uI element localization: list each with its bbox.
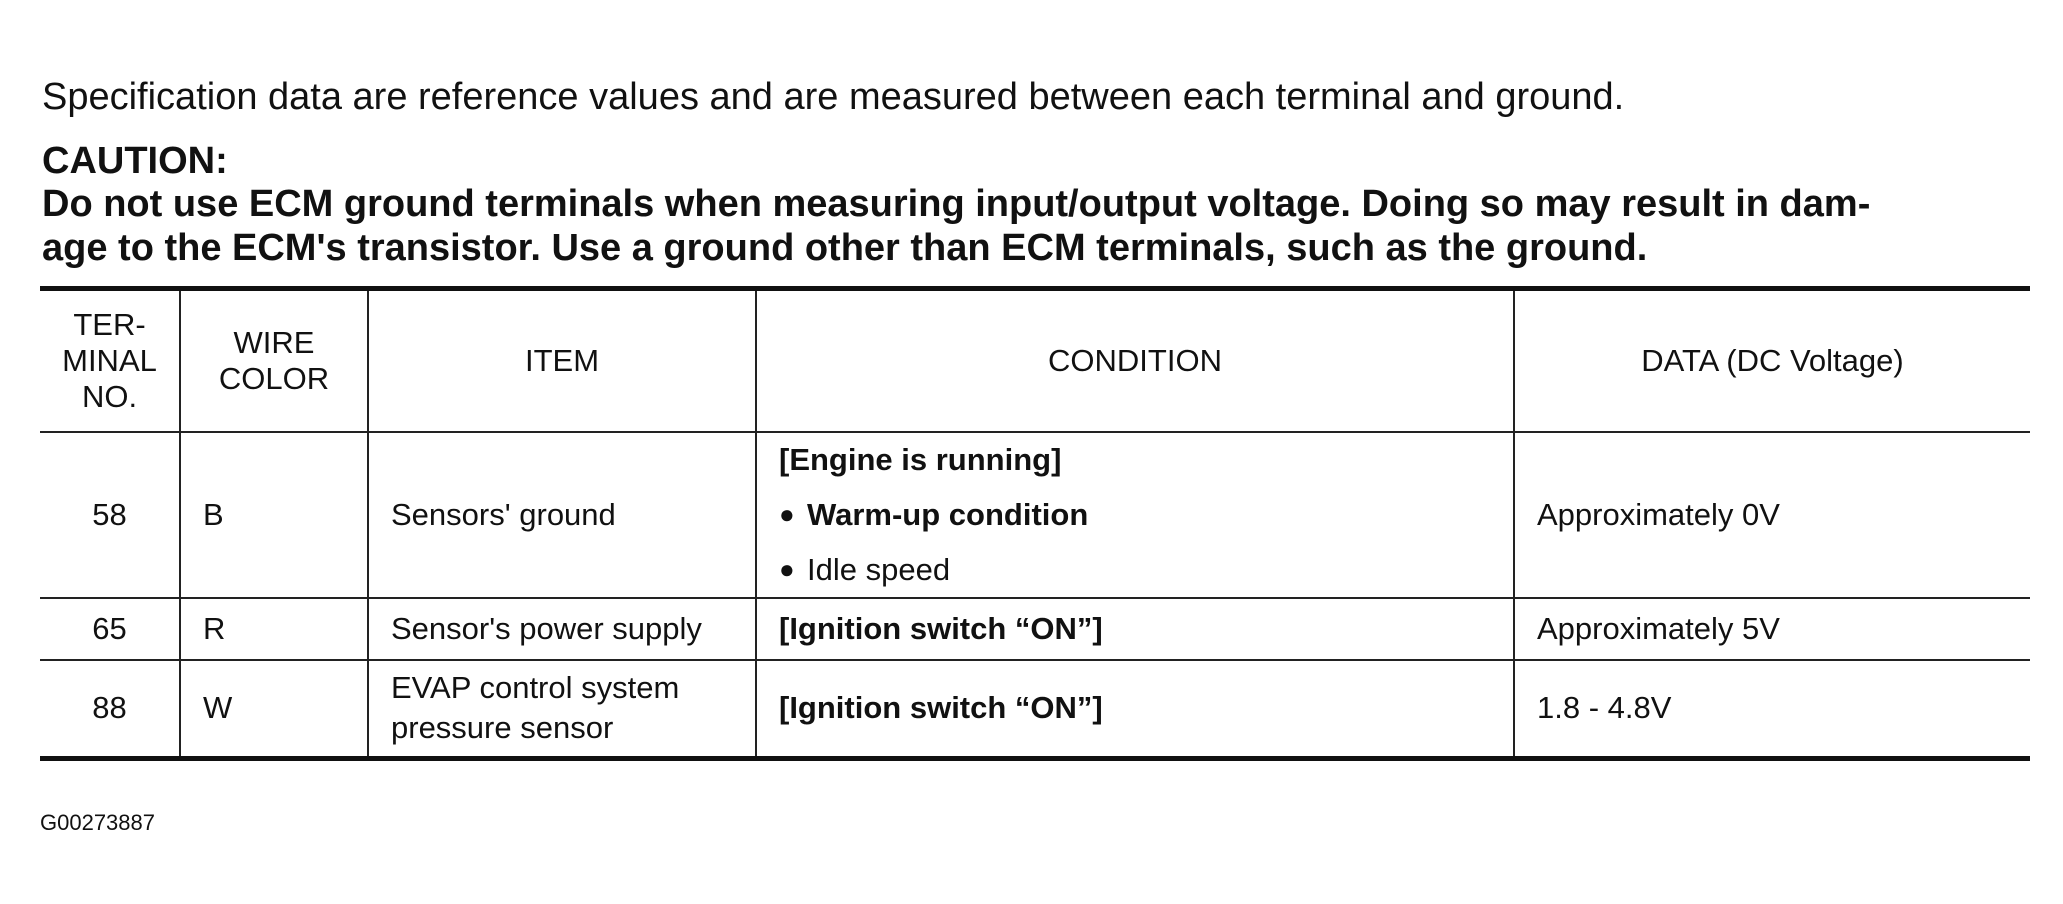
item-line: EVAP control system — [391, 670, 680, 706]
terminal-spec-table — [40, 286, 2030, 761]
terminal-number: 58 — [92, 497, 127, 532]
table-header-row — [40, 289, 2030, 433]
condition-heading: [Engine is running] — [779, 442, 1062, 477]
wire-color: W — [180, 660, 368, 758]
header-terminal-line: NO. — [81, 379, 138, 414]
header-wire-line: WIRE — [233, 325, 315, 360]
table-row — [40, 432, 2030, 598]
header-data: DATA (DC Voltage) — [1514, 289, 2030, 433]
header-terminal-line: TER- — [73, 307, 146, 342]
condition-bullet — [779, 542, 1513, 597]
bullet-icon: ● — [779, 499, 795, 529]
header-condition: CONDITION — [756, 289, 1514, 433]
condition-bullet — [779, 487, 1513, 542]
header-terminal-line: MINAL — [62, 343, 157, 378]
item-line: pressure sensor — [391, 710, 614, 746]
caution-line-1: Do not use ECM ground terminals when measuring input/output voltage. Doing so may result in dam- — [42, 183, 1871, 225]
caution-text — [42, 182, 2022, 270]
terminal-number: 88 — [92, 690, 127, 726]
header-item: ITEM — [368, 289, 756, 433]
item-cell: Sensors' ground — [368, 432, 756, 598]
item-cell: Sensor's power supply — [368, 598, 756, 660]
header-wire-line: COLOR — [218, 361, 330, 396]
figure-id: G00273887 — [40, 810, 155, 835]
condition-bullet-text: Warm-up condition — [807, 497, 1089, 532]
data-cell: Approximately 5V — [1514, 598, 2030, 660]
condition-cell: [Ignition switch “ON”] — [756, 660, 1514, 758]
condition-bullet-text: Idle speed — [807, 552, 951, 587]
caution-title: CAUTION: — [42, 140, 228, 182]
condition-cell — [756, 432, 1514, 598]
caution-line-2: age to the ECM's transistor. Use a ground other than ECM terminals, such as the ground. — [42, 227, 1648, 269]
terminal-number: 65 — [92, 611, 127, 646]
header-wire-color — [180, 289, 368, 433]
table-row — [40, 598, 2030, 660]
bullet-icon: ● — [779, 554, 795, 584]
wire-color: B — [180, 432, 368, 598]
wire-color: R — [180, 598, 368, 660]
data-cell: 1.8 - 4.8V — [1514, 660, 2030, 758]
item-cell — [368, 660, 756, 758]
table-row — [40, 660, 2030, 758]
data-cell: Approximately 0V — [1514, 432, 2030, 598]
header-terminal-no — [40, 289, 180, 433]
condition-cell: [Ignition switch “ON”] — [756, 598, 1514, 660]
intro-text: Specification data are reference values and are measured between each terminal and ground. — [42, 76, 1625, 118]
